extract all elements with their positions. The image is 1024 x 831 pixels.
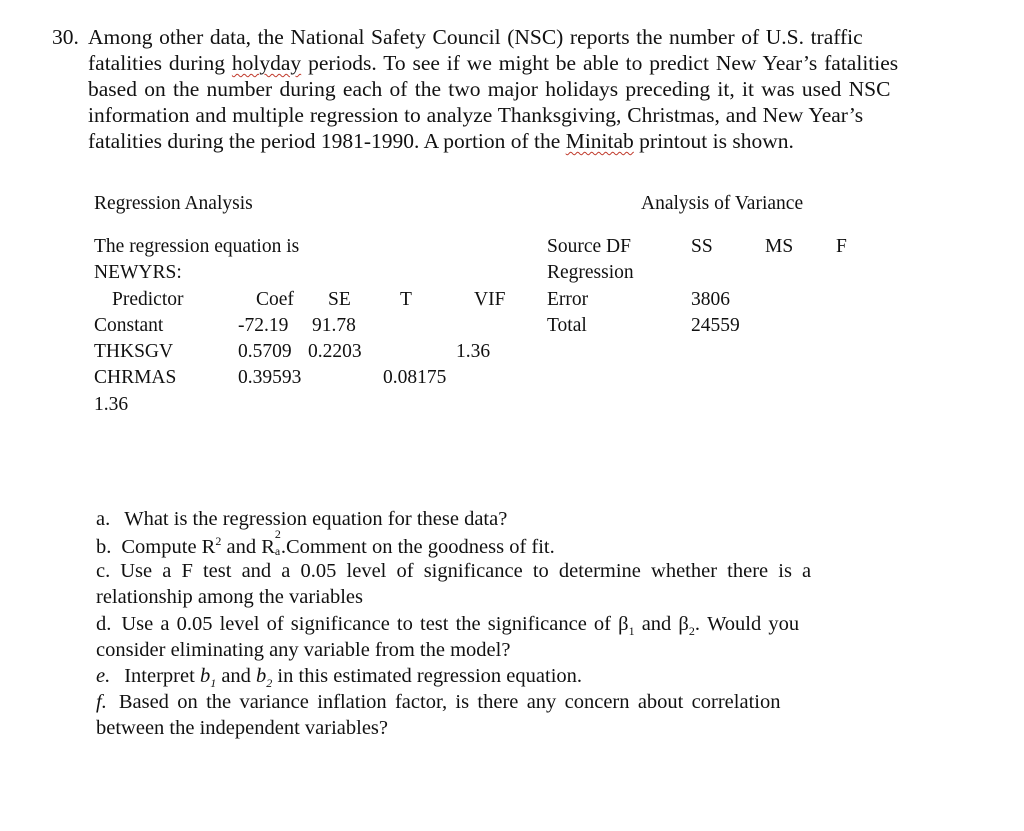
- question-f-continued: between the independent variables?: [96, 717, 388, 739]
- misspelled-word: holyday: [231, 51, 302, 75]
- question-e: e. Interpret $b_1$ and $b_2$ in this estimated regression equation.: [96, 665, 583, 691]
- row-chrmas-se: 0.08175: [383, 367, 447, 388]
- anova-header-ss: SS: [691, 236, 713, 257]
- row-chrmas-vif: 1.36: [94, 394, 129, 415]
- anova-total-ss: 24559: [691, 315, 740, 336]
- question-d: d. Use a 0.05 level of significance to test the significance of $\beta_1$ and $\beta_2$. Would you: [96, 613, 800, 639]
- row-constant-se: 91.78: [312, 315, 356, 336]
- row-thksgv-coef: 0.5709: [238, 341, 292, 362]
- anova-error-ss: 3806: [691, 289, 730, 310]
- problem-line-3: based on the number during each of the two major holidays preceding it, it was used NSC: [88, 77, 891, 101]
- problem-line-4: information and multiple regression to analyze Thanksgiving, Christmas, and New Year’s: [88, 103, 864, 127]
- row-chrmas-coef: 0.39593: [238, 367, 302, 388]
- anova-header-ms: MS: [765, 236, 794, 257]
- row-thksgv-name: THKSGV: [94, 341, 174, 362]
- problem-line-5: fatalities during the period 1981-1990. A portion of the Minitab printout is shown.: [88, 129, 794, 153]
- anova-row-error: Error: [547, 289, 589, 310]
- anova-row-regression: Regression: [547, 262, 634, 283]
- question-f: f. Based on the variance inflation factor, is there any concern about correlation: [96, 691, 781, 713]
- row-constant-coef: -72.19: [238, 315, 289, 336]
- header-t: T: [400, 289, 412, 310]
- question-c-continued: relationship among the variables: [96, 586, 363, 608]
- header-coef: Coef: [256, 289, 294, 310]
- row-thksgv-vif: 1.36: [456, 341, 491, 362]
- row-chrmas-name: CHRMAS: [94, 367, 177, 388]
- dependent-variable: NEWYRS:: [94, 262, 182, 283]
- anova-header-f: F: [836, 236, 847, 257]
- problem-line-1: Among other data, the National Safety Council (NSC) reports the number of U.S. traffic: [88, 25, 863, 49]
- row-thksgv-se: 0.2203: [308, 341, 362, 362]
- problem-line-2: fatalities during holyday periods. To see if we might be able to predict New Year’s fatalities: [88, 51, 899, 75]
- header-vif: VIF: [474, 289, 506, 310]
- question-a: a. What is the regression equation for these data?: [96, 508, 508, 530]
- misspelled-word: Minitab: [565, 129, 634, 153]
- question-c: c. Use a F test and a 0.05 level of significance to determine whether there is a: [96, 560, 812, 582]
- problem-number: 30.: [52, 25, 79, 49]
- anova-row-total: Total: [547, 315, 587, 336]
- anova-title: Analysis of Variance: [641, 193, 804, 214]
- question-d-continued: consider eliminating any variable from the model?: [96, 639, 511, 661]
- question-b: b. Compute $R^2$ and R a $^2$.Comment on the goodness of fit.: [96, 527, 555, 558]
- header-predictor: Predictor: [112, 289, 184, 310]
- regression-title: Regression Analysis: [94, 193, 253, 214]
- equation-label: The regression equation is: [94, 236, 300, 257]
- row-constant-name: Constant: [94, 315, 164, 336]
- anova-header-source: Source DF: [547, 236, 631, 257]
- header-se: SE: [328, 289, 351, 310]
